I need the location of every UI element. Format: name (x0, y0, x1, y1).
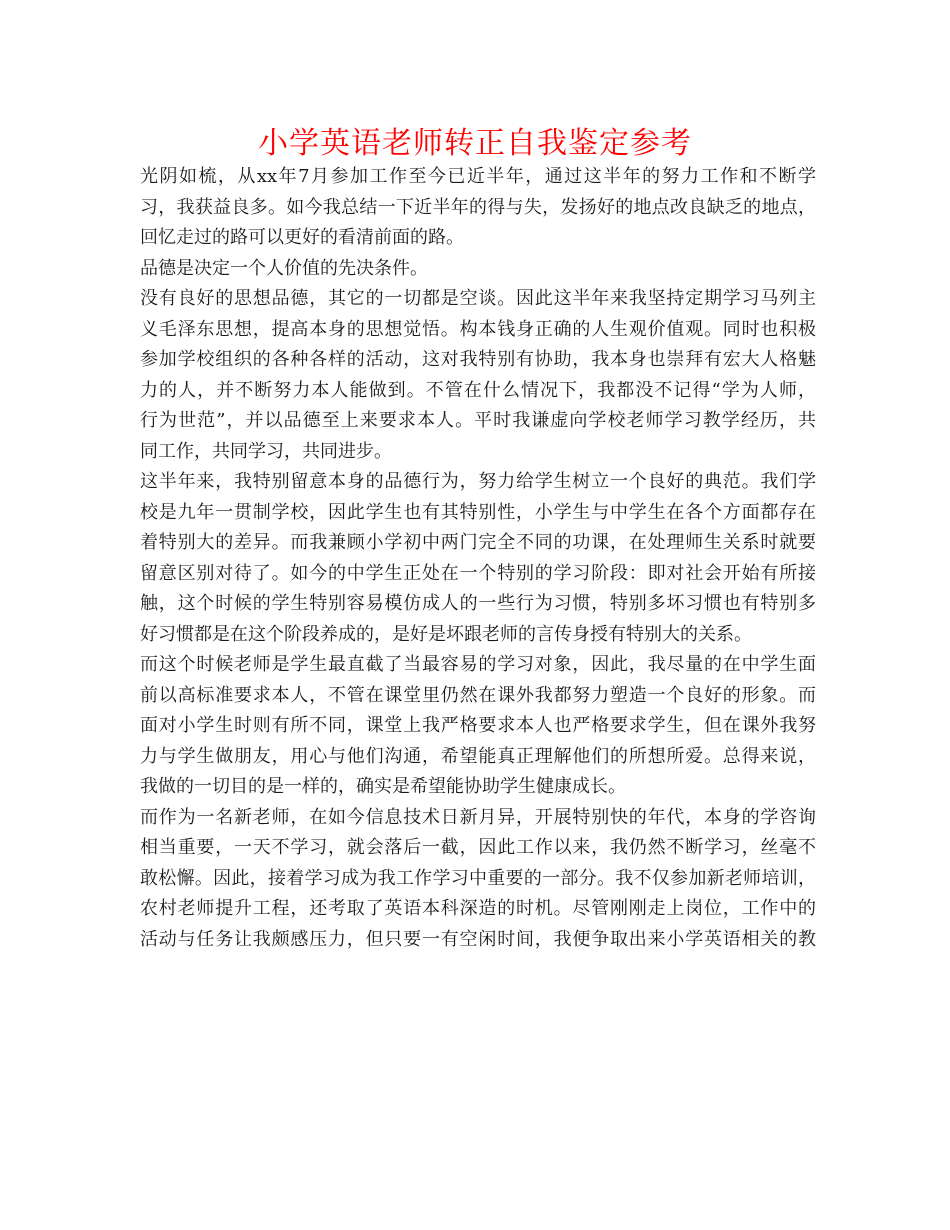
text-line: 留意区别对待了。如今的中学生正处在一个特别的学习阶段：即对社会开始有所接 (140, 562, 816, 584)
text-line: 习，我获益良多。如今我总结一下近半年的得与失，发扬好的地点改良缺乏的地点， (140, 196, 816, 218)
text-line: 力与学生做朋友，用心与他们沟通，希望能真正理解他们的所想所爱。总得来说， (140, 745, 816, 767)
text-line: 着特别大的差异。而我兼顾小学初中两门完全不同的功课，在处理师生关系时就要 (140, 532, 816, 553)
text-line: 触，这个时候的学生特别容易模仿成人的一些行为习惯，特别多坏习惯也有特别多 (140, 593, 816, 614)
text-line: 这半年来，我特别留意本身的品德行为，努力给学生树立一个良好的典范。我们学 (140, 471, 816, 492)
text-line: 行为世范”，并以品德至上来要求本人。平时我谦虚向学校老师学习教学经历，共 (140, 410, 816, 431)
text-line: 光阴如梳，从xx年7月参加工作至今已近半年，通过这半年的努力工作和不断学 (140, 166, 816, 187)
text-line: 活动与任务让我颇感压力，但只要一有空闲时间，我便争取出来小学英语相关的教 (140, 928, 816, 950)
text-line: 农村老师提升工程，还考取了英语本科深造的时机。尽管刚刚走上岗位，工作中的 (140, 898, 816, 919)
text-line: 力的人，并不断努力本人能做到。不管在什么情况下，我都没不记得“学为人师， (140, 379, 816, 401)
text-line: 没有良好的思想品德，其它的一切都是空谈。因此这半年来我坚持定期学习马列主 (140, 288, 816, 309)
text-line: 敢松懈。因此，接着学习成为我工作学习中重要的一部分。我不仅参加新老师培训， (140, 867, 816, 889)
text-line: 我做的一切目的是一样的，确实是希望能协助学生健康成长。 (140, 776, 626, 797)
text-line: 相当重要，一天不学习，就会落后一截，因此工作以来，我仍然不断学习，丝毫不 (140, 837, 816, 858)
text-line: 而这个时候老师是学生最直截了当最容易的学习对象，因此，我尽量的在中学生面 (140, 654, 816, 675)
text-line: 而作为一名新老师，在如今信息技术日新月异，开展特别快的年代，本身的学咨询 (140, 806, 816, 828)
document-body (140, 162, 816, 955)
page-title: 小学英语老师转正自我鉴定参考 (258, 126, 692, 161)
text-line: 面对小学生时则有所不同，课堂上我严格要求本人也严格要求学生，但在课外我努 (140, 715, 816, 736)
text-line: 校是九年一贯制学校，因此学生也有其特别性，小学生与中学生在各个方面都存在 (140, 501, 816, 523)
text-line: 好习惯都是在这个阶段养成的，是好是坏跟老师的言传身授有特别大的关系。 (140, 623, 752, 645)
text-line: 前以高标准要求本人，不管在课堂里仍然在课外我都努力塑造一个良好的形象。而 (140, 684, 816, 706)
text-line: 参加学校组织的各种各样的活动，这对我特别有协助，我本身也崇拜有宏大人格魅 (140, 349, 816, 370)
text-line: 同工作，共同学习，共同进步。 (140, 440, 392, 462)
text-line: 品德是决定一个人价值的先决条件。 (140, 257, 428, 279)
text-line: 义毛泽东思想，提高本身的思想觉悟。构本钱身正确的人生观价值观。同时也积极 (140, 318, 816, 340)
text-line: 回忆走过的路可以更好的看清前面的路。 (140, 227, 464, 248)
